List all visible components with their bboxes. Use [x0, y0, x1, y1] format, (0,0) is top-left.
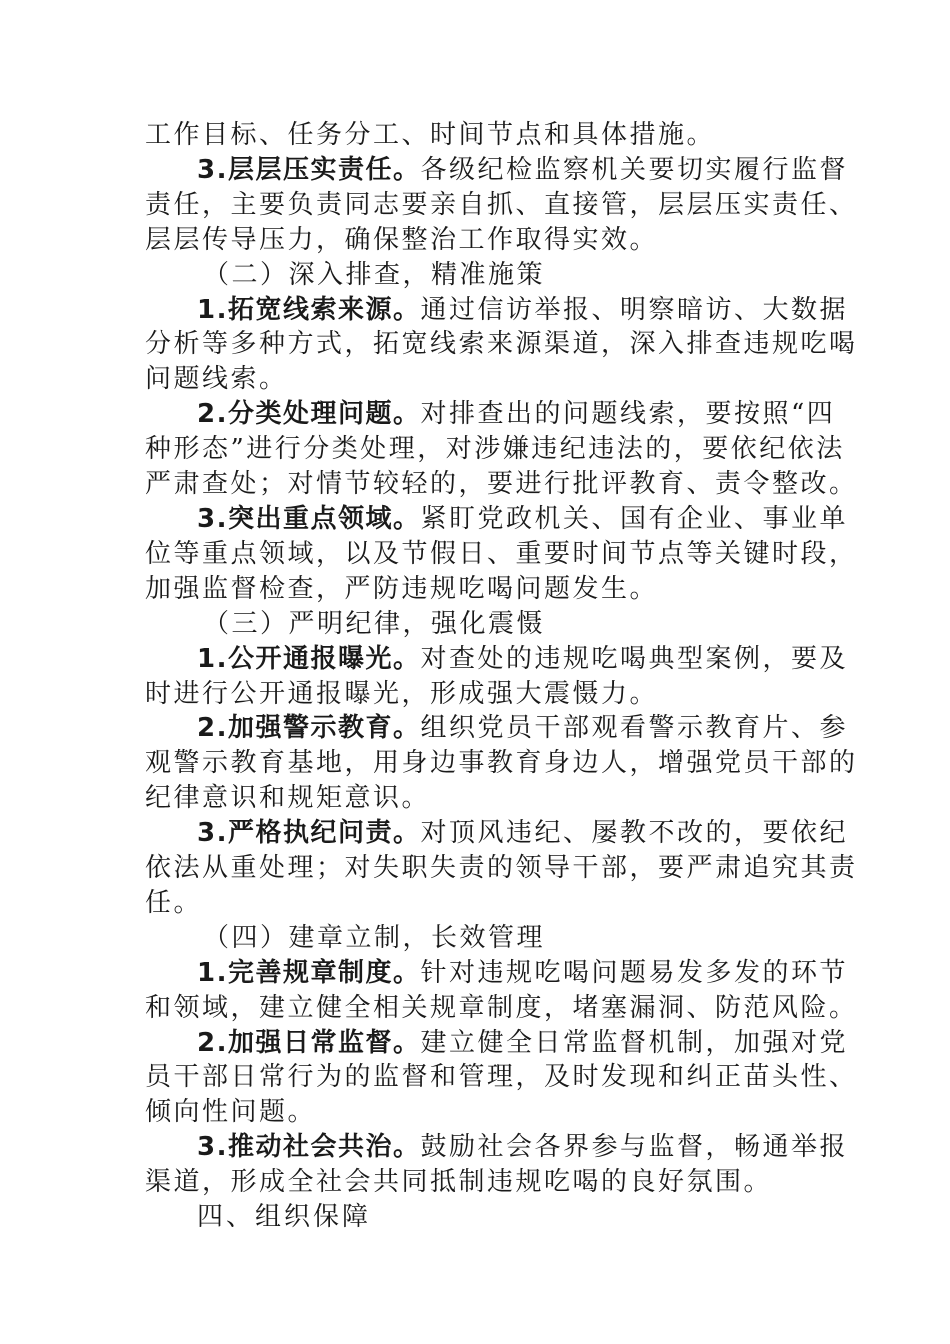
body-line: 工作目标、任务分工、时间节点和具体措施。	[145, 120, 716, 150]
item-line: 1.完善规章制度。针对违规吃喝问题易发多发的环节	[197, 957, 848, 988]
item-heading: 2.加强警示教育。	[197, 713, 421, 744]
document-page	[145, 118, 858, 1235]
body-line: 层层传导压力，确保整治工作取得实效。	[145, 224, 659, 255]
body-line: 责任，主要负责同志要亲自抓、直接管，层层压实责任、	[145, 189, 858, 220]
item-heading: 2.加强日常监督。	[197, 1027, 421, 1058]
body-line: 分析等多种方式，拓宽线索来源渠道，深入排查违规吃喝	[145, 329, 858, 360]
body-line: 倾向性问题。	[145, 1097, 317, 1128]
body-line: 观警示教育基地，用身边事教育身边人，增强党员干部的	[145, 748, 858, 779]
item-line: 3.推动社会共治。鼓励社会各界参与监督，畅通举报	[197, 1132, 848, 1163]
sub-section-heading: （四）建章立制，长效管理	[203, 922, 546, 953]
item-line: 2.分类处理问题。对排查出的问题线索，要按照“四	[197, 399, 836, 430]
item-heading: 3.严格执纪问责。	[197, 818, 421, 849]
body-line: 严肃查处；对情节较轻的，要进行批评教育、责令整改。	[145, 469, 858, 500]
body-line: 渠道，形成全社会共同抵制违规吃喝的良好氛围。	[145, 1167, 773, 1198]
body-line: 时进行公开通报曝光，形成强大震慑力。	[145, 678, 659, 709]
item-heading: 2.分类处理问题。	[197, 399, 421, 430]
body-line: 位等重点领域，以及节假日、重要时间节点等关键时段，	[145, 538, 858, 569]
section-heading: 四、组织保障	[197, 1202, 372, 1233]
body-line: 纪律意识和规矩意识。	[145, 783, 431, 814]
body-line: 加强监督检查，严防违规吃喝问题发生。	[145, 573, 659, 604]
body-line: 种形态”进行分类处理，对涉嫌违纪违法的，要依纪依法	[145, 434, 845, 465]
item-heading: 1.拓宽线索来源。	[197, 294, 421, 325]
sub-section-heading: （三）严明纪律，强化震慑	[203, 608, 546, 639]
body-line: 任。	[145, 887, 203, 918]
item-line: 1.公开通报曝光。对查处的违规吃喝典型案例，要及	[197, 643, 848, 674]
body-line: 依法从重处理；对失职失责的领导干部，要严肃追究其责	[145, 853, 858, 884]
body-line: 员干部日常行为的监督和管理，及时发现和纠正苗头性、	[145, 1062, 858, 1093]
item-heading: 1.公开通报曝光。	[197, 643, 421, 674]
item-line: 3.层层压实责任。各级纪检监察机关要切实履行监督	[197, 154, 848, 185]
item-heading: 1.完善规章制度。	[197, 957, 421, 988]
item-line: 2.加强日常监督。建立健全日常监督机制，加强对党	[197, 1027, 848, 1058]
item-heading: 3.推动社会共治。	[197, 1132, 421, 1163]
item-line: 2.加强警示教育。组织党员干部观看警示教育片、参	[197, 713, 848, 744]
item-line: 3.严格执纪问责。对顶风违纪、屡教不改的，要依纪	[197, 818, 848, 849]
item-heading: 3.层层压实责任。	[197, 154, 421, 185]
sub-section-heading: （二）深入排查，精准施策	[203, 259, 546, 290]
item-line: 3.突出重点领域。紧盯党政机关、国有企业、事业单	[197, 503, 848, 534]
body-line: 和领域，建立健全相关规章制度，堵塞漏洞、防范风险。	[145, 992, 858, 1023]
item-line: 1.拓宽线索来源。通过信访举报、明察暗访、大数据	[197, 294, 848, 325]
body-line: 问题线索。	[145, 364, 288, 395]
item-heading: 3.突出重点领域。	[197, 503, 421, 534]
